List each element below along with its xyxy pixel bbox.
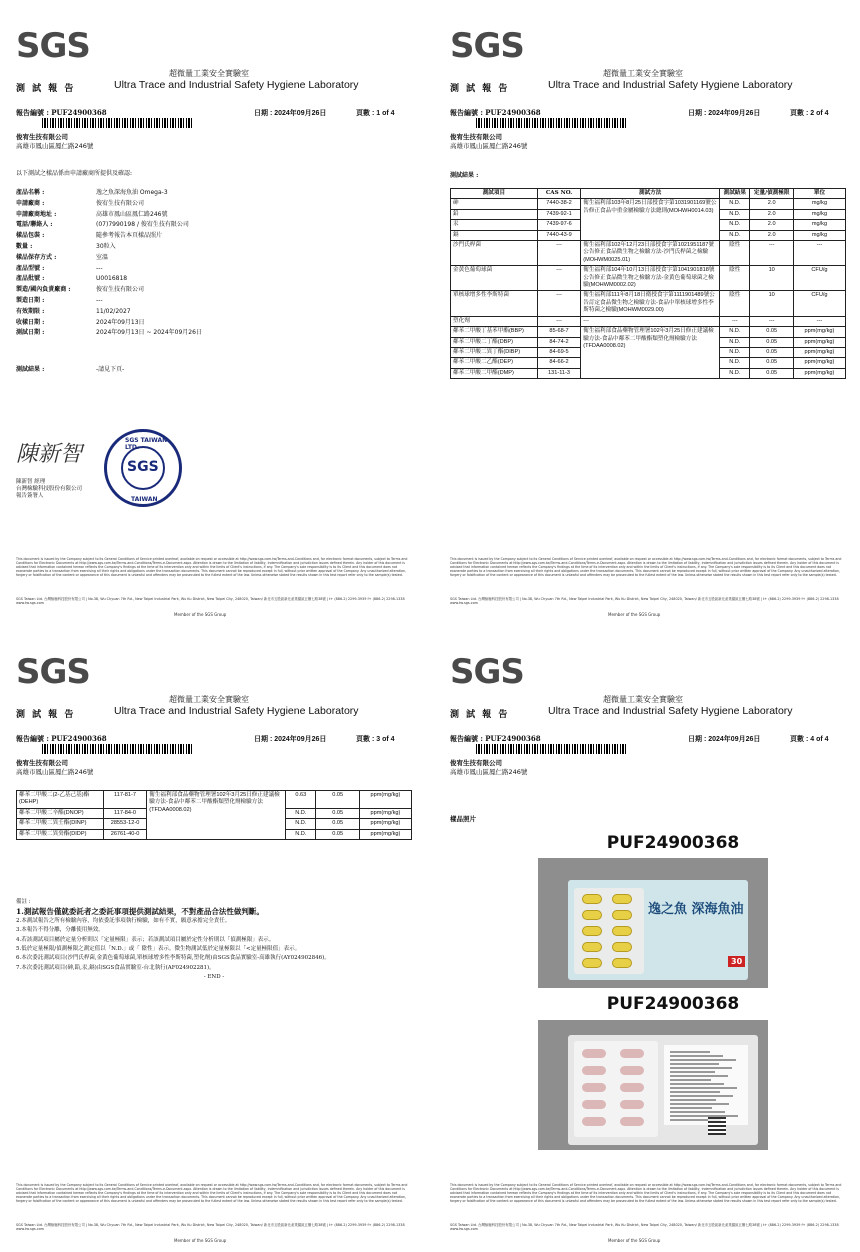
method-cell: 衛生福利部111年8月18日衛授食字第1111901489號公告訂定食品微生物之檢驗方法-食品中單核球增多性李斯特菌之檢驗(MOHWM0029.00) <box>581 291 720 316</box>
client-address: 高雄市鳳山區鳳仁路246號 <box>16 768 94 776</box>
client-name: 俊宥生技有限公司 <box>16 133 68 141</box>
method-cell: --- <box>581 316 720 326</box>
field-label: 製造/國內負責廠商 : <box>16 286 71 294</box>
end-marker: - END - <box>203 974 225 981</box>
item-cell: 鄰苯二甲酸丁基苯甲酯(BBP) <box>451 327 538 337</box>
limit-cell: 0.05 <box>750 337 793 347</box>
field-row <box>16 318 202 329</box>
cas-cell: --- <box>537 241 580 266</box>
sample-fields <box>16 188 202 339</box>
table-row <box>451 327 846 337</box>
field-label: 產品名稱 : <box>16 189 45 196</box>
unit-cell: ppm(mg/kg) <box>359 791 411 809</box>
item-cell: 塑化劑 <box>451 316 538 326</box>
method-cell: 衛生福利部食品藥物管理署102年3月25日修正建議檢驗方法-食品中鄰苯二甲酸酯類塑化劑檢驗方法(TFDAA0008.02) <box>581 327 720 379</box>
result-cell: N.D. <box>720 230 750 240</box>
signer-info <box>16 479 82 500</box>
report-date: 日期 : 2024年09月26日 <box>688 736 761 743</box>
field-value: 室溫 <box>96 253 109 261</box>
result-label: 測試結果 : <box>16 366 45 373</box>
field-label: 產品型號 : <box>16 264 45 272</box>
footer-member: Member of the SGS Group <box>608 612 661 617</box>
box-count-badge: 30 <box>728 956 745 967</box>
limit-cell: --- <box>750 316 793 326</box>
photo-title-front: PUF24900368 <box>606 833 740 853</box>
client-block <box>16 759 93 777</box>
footer-member: Member of the SGS Group <box>174 1238 227 1243</box>
limit-cell: 0.05 <box>750 368 793 378</box>
product-photo-back <box>538 1020 768 1150</box>
capsule <box>620 1049 644 1058</box>
page-number: 頁數 : 3 of 4 <box>356 736 395 743</box>
cas-cell: 26761-40-0 <box>103 829 146 839</box>
capsule <box>582 926 602 936</box>
footer-member: Member of the SGS Group <box>174 612 227 617</box>
item-cell: 鄰苯二甲酸二異壬酯(DINP) <box>17 819 104 829</box>
table-row <box>451 241 846 266</box>
result-cell: 陰性 <box>720 266 750 291</box>
capsule <box>620 1066 644 1075</box>
report-date: 日期 : 2024年09月26日 <box>254 736 327 743</box>
report-number: 報告編號 : PUF24900368 <box>450 108 541 117</box>
field-label: 產品批號 : <box>16 275 45 283</box>
sgs-logo: SGS <box>450 652 524 692</box>
field-value: --- <box>96 264 103 272</box>
unit-cell: ppm(mg/kg) <box>793 347 845 357</box>
unit-cell: ppm(mg/kg) <box>359 829 411 839</box>
cas-cell: 117-81-7 <box>103 791 146 809</box>
limit-cell: 0.05 <box>750 347 793 357</box>
limit-cell: 2.0 <box>750 220 793 230</box>
cas-cell: --- <box>537 316 580 326</box>
field-value: U0016818 <box>96 275 128 283</box>
capsule <box>612 910 632 920</box>
note-item: 7.本次委託測試項目(砷,鉛,汞,鎘)由SGS食品實驗室-台北執行(AF024902281)。 <box>16 964 215 971</box>
field-value: (07)7990198 / 俊宥生技有限公司 <box>96 221 189 229</box>
field-value: 11/02/2027 <box>96 307 131 315</box>
intro-text: 以下測試之樣品係由申請廠商所提供及確認: <box>16 170 133 177</box>
field-label: 收樣日期 : <box>16 318 45 326</box>
unit-cell: ppm(mg/kg) <box>793 327 845 337</box>
unit-cell: CFU/g <box>793 266 845 291</box>
field-row <box>16 188 202 199</box>
footer-member: Member of the SGS Group <box>608 1238 661 1243</box>
report-number: 報告編號 : PUF24900368 <box>450 734 541 743</box>
limit-cell: 0.05 <box>750 327 793 337</box>
result-cell: N.D. <box>720 327 750 337</box>
page-number: 頁數 : 1 of 4 <box>356 110 395 117</box>
barcode <box>476 118 626 128</box>
signer-company: 台灣檢驗科技股份有限公司 <box>16 486 83 492</box>
item-cell: 鄰苯二甲酸二乙酯(DEP) <box>451 358 538 368</box>
table-row <box>451 266 846 291</box>
report-page-1 <box>4 4 424 620</box>
item-cell: 鎘 <box>451 230 538 240</box>
field-value: 逸之魚深海魚油 Omega-3 <box>96 189 168 196</box>
footer-disclaimer: This document is issued by the Company subject to its General Conditions of Service printed overleaf, available on request or accessible at http://www.sgs.com.tw/Terms-and-Conditions and, for electronic format documents, subject to Terms and Conditions for Electronic Documents at http://www.sgs.com.tw/Terms-and-Conditions/Terms-e-Document.aspx. Attention is drawn to the limitation of liability, indemnification and jurisdiction issues defined therein. Any holder of this document is advised that information contained hereon reflects the Company's findings at the time of its intervention only and within the limits of Client's instructions, if any. The Company's sole responsibility is to its Client and this document does not exonerate parties to a transaction from exercising all their rights and obligations under the transaction documents. This document cannot be reproduced except in full, without prior written approval of the Company. Any unauthorized alteration, forgery or falsification of the content or appearance of this document is unlawful and offenders may be prosecuted to the fullest extent of the law. Unless otherwise stated the results shown in this test report refer only to the sample(s) tested. <box>450 557 842 577</box>
result-cell: N.D. <box>720 358 750 368</box>
field-label: 測試日期 : <box>16 329 45 337</box>
table-header: CAS NO. <box>537 189 580 199</box>
seal-text-bottom: TAIWAN <box>131 496 158 503</box>
note-item: 5.低於定量極限/偵測極限之測定值以「N.D.」或「 陰性」表示。微生物測試低於定量極限以「<定量極限值」表示。 <box>16 946 301 953</box>
page-number: 頁數 : 4 of 4 <box>790 736 829 743</box>
limit-cell: 0.05 <box>750 358 793 368</box>
result-cell: N.D. <box>720 337 750 347</box>
unit-cell: mg/kg <box>793 220 845 230</box>
footer-address: SGS Taiwan Ltd. 台灣檢驗科技股份有限公司 | No.38, Wu Chyuan 7th Rd., New Taipei Industrial Park, Wu Ku District, New Taipei City, 248020, Taiwan/ 新北市五股區新北產業園區五權七路38號 | t+ (886-2) 2299-3939 f+ (886-2) 2298-1338 www.tw.sgs.com <box>16 597 405 605</box>
item-cell: 鄰苯二甲酸二甲酯(DMP) <box>451 368 538 378</box>
cas-cell: 7440-43-9 <box>537 230 580 240</box>
barcode <box>476 744 626 754</box>
section-title: 測試結果 : <box>450 172 479 179</box>
table-header: 測試項目 <box>451 189 538 199</box>
sgs-logo: SGS <box>450 26 524 66</box>
result-cell: N.D. <box>720 199 750 209</box>
seal-text-top: SGS TAIWAN LTD. <box>125 437 168 451</box>
capsule <box>612 926 632 936</box>
report-date: 日期 : 2024年09月26日 <box>688 110 761 117</box>
item-cell: 汞 <box>451 220 538 230</box>
cas-cell: 84-69-5 <box>537 347 580 357</box>
client-name: 俊宥生技有限公司 <box>16 759 68 767</box>
limit-cell: 0.05 <box>316 819 359 829</box>
report-title-cn: 測 試 報 告 <box>450 84 510 94</box>
report-title-cn: 測 試 報 告 <box>16 84 76 94</box>
footer-disclaimer: This document is issued by the Company subject to its General Conditions of Service printed overleaf, available on request or accessible at http://www.sgs.com.tw/Terms-and-Conditions and, for electronic format documents, subject to Terms and Conditions for Electronic Documents at http://www.sgs.com.tw/Terms-and-Conditions/Terms-e-Document.aspx. Attention is drawn to the limitation of liability, indemnification and jurisdiction issues defined therein. Any holder of this document is advised that information contained hereon reflects the Company's findings at the time of its intervention only and within the limits of Client's instructions, if any. The Company's sole responsibility is to its Client and this document does not exonerate parties to a transaction from exercising all their rights and obligations under the transaction documents. This document cannot be reproduced except in full, without prior written approval of the Company. Any unauthorized alteration, forgery or falsification of the content or appearance of this document is unlawful and offenders may be prosecuted to the fullest extent of the law. Unless otherwise stated the results shown in this test report refer only to the sample(s) tested. <box>450 1183 842 1203</box>
field-row <box>16 220 202 231</box>
item-cell: 鄰苯二甲酸二丁酯(DBP) <box>451 337 538 347</box>
result-cell: N.D. <box>720 347 750 357</box>
field-label: 電話/聯絡人 : <box>16 221 53 229</box>
capsule <box>582 1083 606 1092</box>
item-cell: 單核球增多性李斯特菌 <box>451 291 538 316</box>
limit-cell: 2.0 <box>750 230 793 240</box>
unit-cell: ppm(mg/kg) <box>359 819 411 829</box>
capsule <box>582 910 602 920</box>
client-address: 高雄市鳳山區鳳仁路246號 <box>16 142 94 150</box>
unit-cell: CFU/g <box>793 291 845 316</box>
limit-cell: 0.05 <box>316 829 359 839</box>
box-text: 逸之魚 深海魚油 <box>648 902 744 917</box>
client-address: 高雄市鳳山區鳳仁路246號 <box>450 768 528 776</box>
results-table-continued <box>16 790 412 840</box>
cas-cell: 7439-97-6 <box>537 220 580 230</box>
method-cell: 衛生福利部102年12月23日部授食字第1021951187號公告修正食品微生物之檢驗方法-沙門氏桿菌之檢驗(MOHWM0025.01) <box>581 241 720 266</box>
result-cell: 陰性 <box>720 291 750 316</box>
item-cell: 鄰苯二甲酸二辛酯(DNOP) <box>17 808 104 818</box>
field-value: 2024年09月13日 ~ 2024年09月26日 <box>96 329 202 337</box>
footer-disclaimer: This document is issued by the Company subject to its General Conditions of Service printed overleaf, available on request or accessible at http://www.sgs.com.tw/Terms-and-Conditions and, for electronic format documents, subject to Terms and Conditions for Electronic Documents at http://www.sgs.com.tw/Terms-and-Conditions/Terms-e-Document.aspx. Attention is drawn to the limitation of liability, indemnification and jurisdiction issues defined therein. Any holder of this document is advised that information contained hereon reflects the Company's findings at the time of its intervention only and within the limits of Client's instructions, if any. The Company's sole responsibility is to its Client and this document does not exonerate parties to a transaction from exercising all their rights and obligations under the transaction documents. This document cannot be reproduced except in full, without prior written approval of the Company. Any unauthorized alteration, forgery or falsification of the content or appearance of this document is unlawful and offenders may be prosecuted to the fullest extent of the law. Unless otherwise stated the results shown in this test report refer only to the sample(s) tested. <box>16 1183 408 1203</box>
footer-address: SGS Taiwan Ltd. 台灣檢驗科技股份有限公司 | No.38, Wu Chyuan 7th Rd., New Taipei Industrial Park, Wu Ku District, New Taipei City, 248020, Taiwan/ 新北市五股區新北產業園區五權七路38號 | t+ (886-2) 2299-3939 f+ (886-2) 2298-1338 www.tw.sgs.com <box>450 597 839 605</box>
field-row <box>16 231 202 242</box>
report-title-cn: 測 試 報 告 <box>16 710 76 720</box>
field-value: 2024年09月13日 <box>96 318 145 326</box>
item-cell: 鄰苯二甲酸二異丁酯(DIBP) <box>451 347 538 357</box>
result-value: -請見下頁- <box>96 366 125 373</box>
cas-cell: 84-74-2 <box>537 337 580 347</box>
seal-text-mid: SGS <box>127 459 159 475</box>
photo-title-back: PUF24900368 <box>606 994 740 1014</box>
lab-name-cn: 超微量工業安全實驗室 <box>603 695 683 704</box>
result-cell: N.D. <box>286 808 316 818</box>
company-seal <box>104 429 182 507</box>
report-title-cn: 測 試 報 告 <box>450 710 510 720</box>
unit-cell: ppm(mg/kg) <box>359 808 411 818</box>
barcode <box>42 744 192 754</box>
cas-cell: 84-66-2 <box>537 358 580 368</box>
product-photo-front <box>538 858 768 988</box>
client-block <box>16 133 93 151</box>
table-row <box>17 791 412 809</box>
cas-cell: 85-68-7 <box>537 327 580 337</box>
table-header: 測試結果 <box>720 189 750 199</box>
result-cell: N.D. <box>286 829 316 839</box>
table-header: 定量/偵測極限 <box>750 189 793 199</box>
item-cell: 砷 <box>451 199 538 209</box>
limit-cell: 2.0 <box>750 199 793 209</box>
lab-name-en: Ultra Trace and Industrial Safety Hygiene Laboratory <box>114 79 359 91</box>
capsule <box>582 1117 606 1126</box>
unit-cell: ppm(mg/kg) <box>793 368 845 378</box>
handwritten-signature: 陳新智 <box>16 442 83 467</box>
field-row <box>16 307 202 318</box>
field-row <box>16 253 202 264</box>
result-row <box>16 364 124 373</box>
report-number: 報告編號 : PUF24900368 <box>16 108 107 117</box>
capsule <box>582 894 602 904</box>
field-row <box>16 264 202 275</box>
field-value: 高雄市鳳山區鳳仁路246號 <box>96 210 168 218</box>
lab-name-cn: 超微量工業安全實驗室 <box>603 69 683 78</box>
page-number: 頁數 : 2 of 4 <box>790 110 829 117</box>
limit-cell: 2.0 <box>750 209 793 219</box>
report-number: 報告編號 : PUF24900368 <box>16 734 107 743</box>
unit-cell: --- <box>793 316 845 326</box>
unit-cell: mg/kg <box>793 199 845 209</box>
field-label: 數量 : <box>16 242 33 250</box>
field-row <box>16 242 202 253</box>
capsule <box>620 1083 644 1092</box>
client-address: 高雄市鳳山區鳳仁路246號 <box>450 142 528 150</box>
cas-cell: 131-11-3 <box>537 368 580 378</box>
field-label: 申請廠商 : <box>16 199 45 207</box>
client-block <box>450 759 527 777</box>
report-page-4 <box>438 630 858 1246</box>
capsule <box>582 1100 606 1109</box>
field-label: 製造日期 : <box>16 296 45 304</box>
limit-cell: 10 <box>750 291 793 316</box>
lab-name-cn: 超微量工業安全實驗室 <box>169 695 249 704</box>
unit-cell: --- <box>793 241 845 266</box>
unit-cell: ppm(mg/kg) <box>793 358 845 368</box>
limit-cell: 0.05 <box>316 791 359 809</box>
footer-address: SGS Taiwan Ltd. 台灣檢驗科技股份有限公司 | No.38, Wu Chyuan 7th Rd., New Taipei Industrial Park, Wu Ku District, New Taipei City, 248020, Taiwan/ 新北市五股區新北產業園區五權七路38號 | t+ (886-2) 2299-3939 f+ (886-2) 2298-1338 www.tw.sgs.com <box>16 1223 405 1231</box>
footer-disclaimer: This document is issued by the Company subject to its General Conditions of Service printed overleaf, available on request or accessible at http://www.sgs.com.tw/Terms-and-Conditions and, for electronic format documents, subject to Terms and Conditions for Electronic Documents at http://www.sgs.com.tw/Terms-and-Conditions/Terms-e-Document.aspx. Attention is drawn to the limitation of liability, indemnification and jurisdiction issues defined therein. Any holder of this document is advised that information contained hereon reflects the Company's findings at the time of its intervention only and within the limits of Client's instructions, if any. The Company's sole responsibility is to its Client and this document does not exonerate parties to a transaction from exercising all their rights and obligations under the transaction documents. This document cannot be reproduced except in full, without prior written approval of the Company. Any unauthorized alteration, forgery or falsification of the content or appearance of this document is unlawful and offenders may be prosecuted to the fullest extent of the law. Unless otherwise stated the results shown in this test report refer only to the sample(s) tested. <box>16 557 408 577</box>
client-name: 俊宥生技有限公司 <box>450 133 502 141</box>
limit-cell: 10 <box>750 266 793 291</box>
capsule <box>612 894 632 904</box>
result-cell: N.D. <box>286 819 316 829</box>
cas-cell: --- <box>537 266 580 291</box>
signer-role: 報告簽署人 <box>16 493 44 499</box>
field-row <box>16 296 202 307</box>
sgs-logo: SGS <box>16 652 90 692</box>
capsule <box>582 942 602 952</box>
unit-cell: mg/kg <box>793 230 845 240</box>
barcode <box>42 118 192 128</box>
lab-name-cn: 超微量工業安全實驗室 <box>169 69 249 78</box>
item-cell: 鉛 <box>451 209 538 219</box>
method-cell: 衛生福利部104年10月13日部授食字第1041901818號公告修正食品微生物之檢驗方法-金黃色葡萄球菌之檢驗(MOHWM0002.02) <box>581 266 720 291</box>
cas-cell: 28553-12-0 <box>103 819 146 829</box>
field-value: 30粒入 <box>96 242 116 250</box>
capsule <box>620 1117 644 1126</box>
field-row <box>16 328 202 339</box>
field-value: 俊宥生技有限公司 <box>96 199 145 207</box>
item-cell: 沙門氏桿菌 <box>451 241 538 266</box>
field-row <box>16 210 202 221</box>
signer-name: 陳新智 經理 <box>16 479 46 485</box>
cas-cell: 7440-38-2 <box>537 199 580 209</box>
note-item: 1.測試報告僅就委託者之委託事項提供測試結果，不對產品合法性做判斷。 <box>16 907 264 917</box>
limit-cell: --- <box>750 241 793 266</box>
result-cell: N.D. <box>720 209 750 219</box>
field-label: 樣品保存方式 : <box>16 253 57 261</box>
footer-address: SGS Taiwan Ltd. 台灣檢驗科技股份有限公司 | No.38, Wu Chyuan 7th Rd., New Taipei Industrial Park, Wu Ku District, New Taipei City, 248020, Taiwan/ 新北市五股區新北產業園區五權七路38號 | t+ (886-2) 2299-3939 f+ (886-2) 2298-1338 www.tw.sgs.com <box>450 1223 839 1231</box>
capsule <box>582 1049 606 1058</box>
item-cell: 鄰苯二甲酸二(2-乙基己基)酯(DEHP) <box>17 791 104 809</box>
capsule <box>612 958 632 968</box>
method-cell: 衛生福利部食品藥物管理署102年3月25日修正建議檢驗方法-食品中鄰苯二甲酸酯類塑化劑檢驗方法(TFDAA0008.02) <box>147 791 286 840</box>
client-name: 俊宥生技有限公司 <box>450 759 502 767</box>
field-value: --- <box>96 296 103 304</box>
results-table <box>450 188 846 379</box>
capsule <box>582 1066 606 1075</box>
field-row <box>16 274 202 285</box>
note-item: 3.本報告不得分離，分離使用無效。 <box>16 927 104 934</box>
unit-cell: ppm(mg/kg) <box>793 337 845 347</box>
qr-code <box>708 1117 726 1135</box>
cas-cell: 117-84-0 <box>103 808 146 818</box>
note-item: 4.若該測試項目屬於定量分析則以「定量極限」表示；若該測試項目屬於定性分析則以「偵測極限」表示。 <box>16 936 275 943</box>
client-block <box>450 133 527 151</box>
field-row <box>16 285 202 296</box>
lab-name-en: Ultra Trace and Industrial Safety Hygiene Laboratory <box>548 705 793 717</box>
lab-name-en: Ultra Trace and Industrial Safety Hygiene Laboratory <box>114 705 359 717</box>
field-label: 申請廠商地址 : <box>16 210 57 218</box>
result-cell: 陰性 <box>720 241 750 266</box>
capsule <box>612 942 632 952</box>
photo-label: 樣品照片 <box>450 815 476 823</box>
field-value: 隨參考報告本頁樣品照片 <box>96 232 163 240</box>
capsule <box>620 1100 644 1109</box>
field-label: 有效期限 : <box>16 307 45 315</box>
note-item: 6.本次委託測試項目(沙門氏桿菌,金黃色葡萄球菌,單核球增多性李斯特菌,塑化劑)由SGS食品實驗室-高雄執行(AY024902846)。 <box>16 955 330 962</box>
signature-block <box>16 429 196 509</box>
item-cell: 金黃色葡萄球菌 <box>451 266 538 291</box>
note-item: 2.本測試報告之所有檢驗內容，均依委託事項執行檢驗，如有不實，願意承擔完全責任。 <box>16 917 231 924</box>
sgs-logo: SGS <box>16 26 90 66</box>
cas-cell: --- <box>537 291 580 316</box>
field-value: 俊宥生技有限公司 <box>96 286 145 294</box>
report-page-3 <box>4 630 424 1246</box>
result-cell: --- <box>720 316 750 326</box>
method-cell: 衛生福利部103年8月25日部授食字第1031901169號公告修正食品中重金屬檢驗方法總則(MOHWH0014.03) <box>581 199 720 241</box>
report-page-2 <box>438 4 858 620</box>
result-cell: 0.63 <box>286 791 316 809</box>
table-row <box>451 316 846 326</box>
lab-name-en: Ultra Trace and Industrial Safety Hygiene Laboratory <box>548 79 793 91</box>
field-row <box>16 199 202 210</box>
notes-block <box>16 898 412 983</box>
capsule <box>582 958 602 968</box>
item-cell: 鄰苯二甲酸二異癸酯(DIDP) <box>17 829 104 839</box>
result-cell: N.D. <box>720 220 750 230</box>
limit-cell: 0.05 <box>316 808 359 818</box>
cas-cell: 7439-92-1 <box>537 209 580 219</box>
unit-cell: mg/kg <box>793 209 845 219</box>
table-row <box>451 291 846 316</box>
table-header: 單位 <box>793 189 845 199</box>
table-header: 測試方法 <box>581 189 720 199</box>
report-date: 日期 : 2024年09月26日 <box>254 110 327 117</box>
notes-title: 備註 : <box>16 899 31 905</box>
field-label: 樣品包裝 : <box>16 232 45 240</box>
table-row <box>451 199 846 209</box>
result-cell: N.D. <box>720 368 750 378</box>
